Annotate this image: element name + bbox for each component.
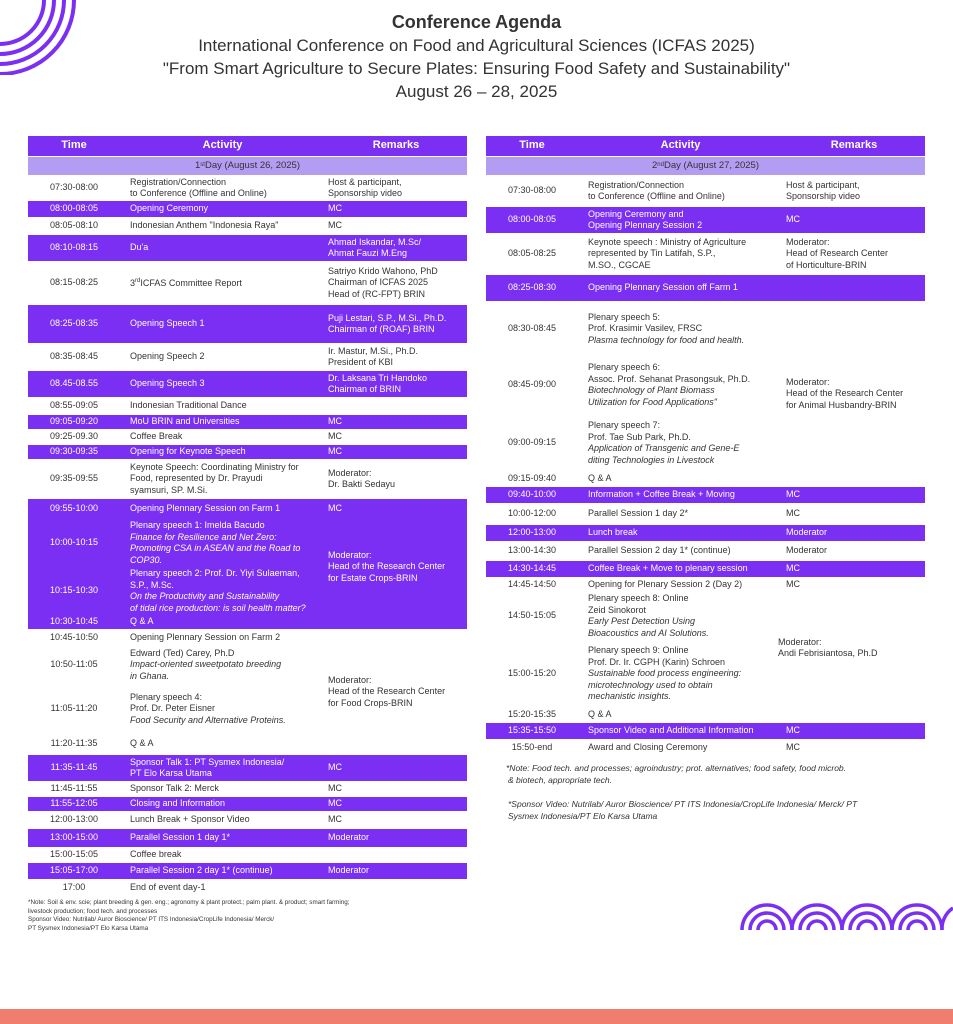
table-row — [28, 615, 328, 629]
row-time: 15:35-15:50 — [507, 725, 557, 736]
row-activity: Coffee Break — [130, 431, 183, 442]
row-time: 11:45-11:55 — [50, 783, 98, 794]
talk-title: Food Security and Alternative Proteins. — [130, 714, 286, 725]
table-row — [28, 344, 467, 370]
row-time: 17:00 — [62, 882, 86, 893]
row-time: 11:55-12:05 — [50, 798, 98, 809]
table-row — [486, 302, 786, 356]
row-activity: MoU BRIN and Universities — [130, 416, 240, 427]
row-activity: Keynote speech : Ministry of Agriculture represented by Tin Latifah, S.P., M.SO., CGCAE — [588, 236, 747, 270]
row-activity: Opening Speech 2 — [130, 351, 205, 362]
conference-dates: August 26 – 28, 2025 — [395, 82, 558, 101]
row-activity: Sponsor Video and Additional Information — [588, 725, 754, 736]
table-row — [28, 430, 467, 444]
table-row — [28, 880, 467, 896]
talk-title: Impact-oriented sweetpotato breeding in Ghana. — [130, 659, 282, 681]
row-remarks: Moderator — [328, 832, 370, 843]
conference-theme: "From Smart Agriculture to Secure Plates: Ensuring Food Safety and Sustainability" — [162, 59, 791, 78]
table-row — [486, 504, 925, 524]
table-row — [28, 848, 467, 862]
table-row — [28, 262, 467, 304]
row-activity: Q & A — [588, 473, 612, 484]
row-remarks: Moderator — [328, 865, 370, 876]
row-time: 08:25-08:35 — [49, 318, 99, 329]
table-row — [28, 235, 467, 261]
row-time: 08:05-08:10 — [49, 220, 99, 231]
table-row — [28, 863, 467, 879]
talk-title: Plasma technology for food and health. — [588, 334, 745, 345]
day2-note-sessions: *Note: Food tech. and processes; agroindustry; prot. alternatives; food safety, food microb. & biotech, appropriate tech. — [506, 763, 847, 785]
row-remarks — [328, 887, 467, 889]
row-remarks: Ir. Mastur, M.Si., Ph.D. President of KBI — [328, 345, 419, 367]
day2-plenary-session2-block — [486, 578, 925, 722]
day1-rows-after — [28, 755, 467, 896]
row-time: 08:10-08:15 — [49, 242, 99, 253]
row-time: 10:00-12:00 — [507, 508, 557, 519]
row-activity: Opening Plennary Session on Farm 2 — [130, 632, 281, 643]
row-remarks: MC — [328, 446, 342, 457]
row-time: 08:45-09:00 — [507, 379, 557, 390]
header-remarks: Remarks — [830, 139, 878, 152]
header-remarks: Remarks — [372, 139, 420, 152]
table-row — [486, 640, 786, 708]
row-time: 08:05-08:25 — [507, 248, 557, 259]
row-remarks: MC — [328, 203, 342, 214]
speaker: Plenary speech 2: Prof. Dr. Yiyi Sulaeman, S.P., M.Sc. — [130, 568, 300, 590]
row-remarks — [328, 854, 467, 856]
row-time: 10:00-10:15 — [49, 537, 99, 548]
day2-rows — [486, 176, 925, 301]
row-activity: Parallel Session 1 day 2* — [588, 508, 689, 519]
table-row — [28, 755, 467, 781]
talk-title: Finance for Resilience and Net Zero: Promoting CSA in ASEAN and the Road to COP30. — [130, 531, 301, 565]
row-time: 11:20-11:35 — [50, 738, 98, 749]
row-time: 10:30-10:45 — [49, 616, 99, 627]
row-activity: Opening Plennary Session on Farm 1 — [130, 503, 281, 514]
day1-notes: *Note: Soil & env. scie; plant breeding & gen. eng.; agronomy & plant protect.; palm plant. & product; smart farming; livestock production; food tech. and processes Sponsor Video: Nutrilab/ Auror Bioscience/ PT ITS Indonesia/CropLife Indonesia/ Merck/ PT Sysmex Indonesia/PT Elo Karsa Utama — [28, 899, 350, 932]
row-activity: Opening Ceremony — [130, 203, 209, 214]
row-time: 15:20-15:35 — [507, 709, 557, 720]
table-row — [28, 829, 467, 847]
row-remarks: Dr. Laksana Tri Handoko Chairman of BRIN — [328, 372, 428, 394]
row-activity: Parallel Session 2 day 1* (continue) — [130, 865, 273, 876]
page-title: Conference Agenda — [391, 12, 562, 32]
table-row — [28, 176, 467, 200]
table-header — [28, 136, 467, 156]
row-time: 13:00-15:00 — [49, 832, 99, 843]
table-row — [486, 578, 786, 592]
row-time: 14:45-14:50 — [507, 579, 557, 590]
table-row — [486, 723, 925, 739]
row-time: 09:00-09:15 — [507, 437, 557, 448]
talk-title: Application of Transgenic and Gene-E diting Technologies in Livestock — [588, 443, 740, 465]
speaker: Plenary speech 6: Assoc. Prof. Sehanat Prasongsuk, Ph.D. — [588, 362, 751, 384]
row-activity: Opening Speech 3 — [130, 378, 205, 389]
row-activity: End of event day-1 — [130, 882, 206, 893]
table-row — [486, 708, 786, 722]
row-activity: Q & A — [588, 709, 612, 720]
row-remarks: MC — [786, 725, 800, 736]
table-header — [486, 136, 925, 156]
table-row — [486, 275, 925, 301]
row-remarks: MC — [786, 489, 800, 500]
talk-title: Early Pest Detection Using Bioacoustics and AI Solutions. — [588, 616, 709, 638]
table-row — [28, 445, 467, 459]
row-remarks: MC — [786, 563, 800, 574]
speaker: Plenary speech 1: Imelda Bacudo — [130, 520, 265, 530]
row-remarks: Puji Lestari, S.P., M.Si., Ph.D. Chairman of (ROAF) BRIN — [328, 312, 447, 334]
row-time: 08:55-09:05 — [49, 400, 99, 411]
row-time: 07:30-08:00 — [507, 185, 557, 196]
row-activity: Information + Coffee Break + Moving — [588, 489, 735, 500]
table-row — [28, 734, 328, 754]
day1-label: 1 st Day (August 26, 2025) — [28, 157, 467, 175]
table-row — [28, 684, 328, 734]
table-row — [486, 561, 925, 577]
row-remarks: MC — [328, 783, 342, 794]
row-remarks: Host & participant, Sponsorship video — [328, 176, 403, 198]
block-remarks: Moderator: Head of the Research Center for Food Crops-BRIN — [328, 674, 446, 708]
table-row — [486, 592, 786, 640]
row-activity: Parallel Session 1 day 1* — [130, 832, 231, 843]
day2-rows-mid — [486, 487, 925, 577]
table-row — [486, 542, 925, 560]
table-row — [486, 176, 925, 206]
row-activity: Opening for Keynote Speech — [130, 446, 246, 457]
row-time: 08:35-08:45 — [49, 351, 99, 362]
row-activity: Q & A — [130, 738, 154, 749]
talk-title: Sustainable food process engineering: microtechnology used to obtain mechanistic insights. — [588, 668, 742, 702]
row-time: 10:45-10:50 — [49, 632, 99, 643]
row-time: 13:00-14:30 — [507, 545, 557, 556]
row-remarks — [786, 287, 925, 289]
table-row — [486, 740, 925, 756]
day2-plenary-offfarm1-block — [486, 302, 925, 486]
table-row — [486, 525, 925, 541]
row-time: 15:00-15:20 — [507, 668, 557, 679]
row-time: 09:25-09.30 — [49, 431, 99, 442]
row-activity: Du'a — [130, 242, 149, 253]
row-remarks: MC — [328, 431, 342, 442]
row-remarks: Moderator: Head of Research Center of Horticulture-BRIN — [786, 236, 889, 270]
row-time: 11:05-11:20 — [50, 703, 98, 714]
row-remarks: Moderator — [786, 545, 828, 556]
table-row — [486, 207, 925, 233]
decorative-waves-bottom-right — [740, 880, 953, 930]
block-remarks: Moderator: Head of the Research Center for Animal Husbandry-BRIN — [786, 376, 904, 410]
table-row — [28, 630, 328, 646]
table-row — [28, 218, 467, 234]
row-activity: Award and Closing Ceremony — [588, 742, 708, 753]
row-remarks: MC — [328, 814, 342, 825]
day1-agenda-table — [28, 136, 467, 933]
table-row — [486, 472, 786, 486]
speaker: Edward (Ted) Carey, Ph.D — [130, 647, 235, 658]
day2-label: 2 nd Day (August 27, 2025) — [486, 157, 925, 175]
table-row — [28, 371, 467, 397]
row-time: 08:00-08:05 — [507, 214, 557, 225]
row-time: 08:25-08:30 — [507, 282, 557, 293]
row-time: 07:30-08:00 — [49, 182, 99, 193]
block-mc: MC — [328, 503, 342, 513]
table-row — [28, 460, 467, 498]
day2-note-sponsors: *Sponsor Video: Nutrilab/ Auror Bioscience/ PT ITS Indonesia/CropLife Indonesia/ Merck/ PT Sysmex Indonesia/PT Elo Karsa Utama — [508, 799, 858, 821]
row-time: 08.45-08.55 — [49, 378, 99, 389]
row-time: 15:00-15:05 — [49, 849, 99, 860]
row-time: 09:05-09:20 — [49, 416, 99, 427]
row-activity: Sponsor Talk 1: PT Sysmex Indonesia/ PT Elo Karsa Utama — [130, 756, 285, 778]
row-remarks: Moderator: Dr. Bakti Sedayu — [328, 467, 396, 489]
row-time: 10:15-10:30 — [49, 585, 99, 596]
bottom-accent-band — [0, 1009, 953, 1024]
row-remarks: MC — [328, 416, 342, 427]
row-remarks: MC — [328, 762, 342, 773]
row-activity: Coffee break — [130, 849, 182, 860]
day1-plenary-farm1-block — [28, 499, 467, 629]
day1-rows — [28, 176, 467, 498]
table-row — [28, 201, 467, 217]
speaker: Plenary speech 9: Online Prof. Dr. Ir. CGPH (Karin) Schroen — [588, 645, 726, 667]
speaker: Plenary speech 4: Prof. Dr. Peter Eisner — [130, 691, 216, 714]
table-row — [28, 415, 467, 429]
speaker: Plenary speech 7: Prof. Tae Sub Park, Ph.D. — [588, 420, 691, 442]
row-remarks: MC — [786, 214, 800, 225]
row-time: 14:50-15:05 — [507, 610, 557, 621]
row-activity: Q & A — [130, 616, 154, 627]
row-time: 10:50-11:05 — [50, 659, 98, 670]
row-activity: Keynote Speech: Coordinating Ministry for Food, represented by Dr. Prayudi syamsuri, SP. M.Si. — [130, 461, 299, 495]
conference-name: International Conference on Food and Agricultural Sciences (ICFAS 2025) — [198, 36, 755, 55]
row-time: 08:00-08:05 — [49, 203, 99, 214]
block-mc: MC — [786, 579, 800, 589]
row-activity: 3rdICFAS Committee Report — [130, 278, 242, 289]
speaker: Plenary speech 8: Online Zeid Sinokorot — [588, 593, 689, 615]
row-time: 11:35-11:45 — [50, 762, 98, 773]
talk-title: Biotechnology of Plant Biomass Utilization for Food Applications" — [588, 385, 717, 407]
header-time: Time — [61, 139, 87, 152]
row-activity: Registration/Connection to Conference (Offline and Online) — [588, 179, 725, 201]
row-activity: Opening Plennary Session off Farm 1 — [588, 282, 738, 293]
row-remarks — [328, 405, 467, 407]
table-row — [28, 398, 467, 414]
row-remarks: Host & participant, Sponsorship video — [786, 179, 861, 201]
table-row — [28, 499, 328, 519]
row-activity: Registration/Connection to Conference (Offline and Online) — [130, 176, 267, 198]
table-row — [486, 356, 786, 414]
speaker: Plenary speech 5: Prof. Krasimir Vasilev, FRSC — [588, 311, 703, 334]
row-time: 09:35-09:55 — [49, 473, 99, 484]
row-activity: Closing and Information — [130, 798, 226, 809]
table-row — [486, 487, 925, 503]
day1-plenary-farm2-block — [28, 630, 467, 754]
row-activity: Sponsor Talk 2: Merck — [130, 783, 219, 794]
table-row — [486, 414, 786, 472]
talk-title: On the Productivity and Sustainability of tidal rice production: is soil health matter? — [130, 591, 306, 613]
table-row — [28, 782, 467, 796]
header-activity: Activity — [202, 139, 243, 152]
table-row — [28, 646, 328, 684]
row-remarks: MC — [786, 508, 800, 519]
header-activity: Activity — [660, 139, 701, 152]
row-activity: Parallel Session 2 day 1* (continue) — [588, 545, 731, 556]
row-activity: Coffee Break + Move to plenary session — [588, 563, 748, 574]
row-activity: Opening Ceremony and Opening Plennary Session 2 — [588, 208, 703, 230]
table-row — [28, 812, 467, 828]
row-activity: Opening for Plenary Session 2 (Day 2) — [588, 579, 743, 590]
row-time: 09:40-10:00 — [507, 489, 557, 500]
row-remarks: Satriyo Krido Wahono, PhD Chairman of ICFAS 2025 Head of (RC-FPT) BRIN — [328, 265, 438, 299]
row-activity: Lunch break — [588, 527, 638, 538]
day2-agenda-table — [486, 136, 925, 822]
table-row — [28, 567, 328, 615]
row-time: 12:00-13:00 — [507, 527, 557, 538]
row-activity: Indonesian Anthem "Indonesia Raya" — [130, 220, 279, 231]
row-time: 12:00-13:00 — [49, 814, 99, 825]
page-header — [0, 10, 953, 103]
row-time: 08:30-08:45 — [507, 323, 557, 334]
row-remarks: MC — [328, 798, 342, 809]
block-remarks: Moderator: Andi Febrisiantosa, Ph.D — [778, 636, 878, 658]
row-remarks: Moderator — [786, 527, 828, 538]
row-activity: Lunch Break + Sponsor Video — [130, 814, 250, 825]
day2-rows-after — [486, 723, 925, 756]
row-time: 09:15-09:40 — [507, 473, 557, 484]
table-row — [486, 234, 925, 274]
row-activity: Indonesian Traditional Dance — [130, 400, 247, 411]
table-row — [28, 305, 467, 343]
row-remarks: Ahmad Iskandar, M.Sc/ Ahmat Fauzi M.Eng — [328, 236, 422, 258]
table-row — [28, 519, 328, 567]
row-time: 15:05-17:00 — [49, 865, 99, 876]
row-remarks: MC — [786, 742, 800, 753]
header-time: Time — [519, 139, 545, 152]
row-time: 08:15-08:25 — [49, 277, 99, 288]
block-remarks: Moderator: Head of the Research Center for Estate Crops-BRIN — [328, 549, 446, 583]
row-remarks: MC — [328, 220, 342, 231]
table-row — [28, 797, 467, 811]
row-time: 14:30-14:45 — [507, 563, 557, 574]
row-time: 15:50-end — [511, 742, 553, 753]
row-activity: Opening Speech 1 — [130, 318, 205, 329]
row-time: 09:55-10:00 — [49, 503, 99, 514]
row-time: 09:30-09:35 — [49, 446, 99, 457]
